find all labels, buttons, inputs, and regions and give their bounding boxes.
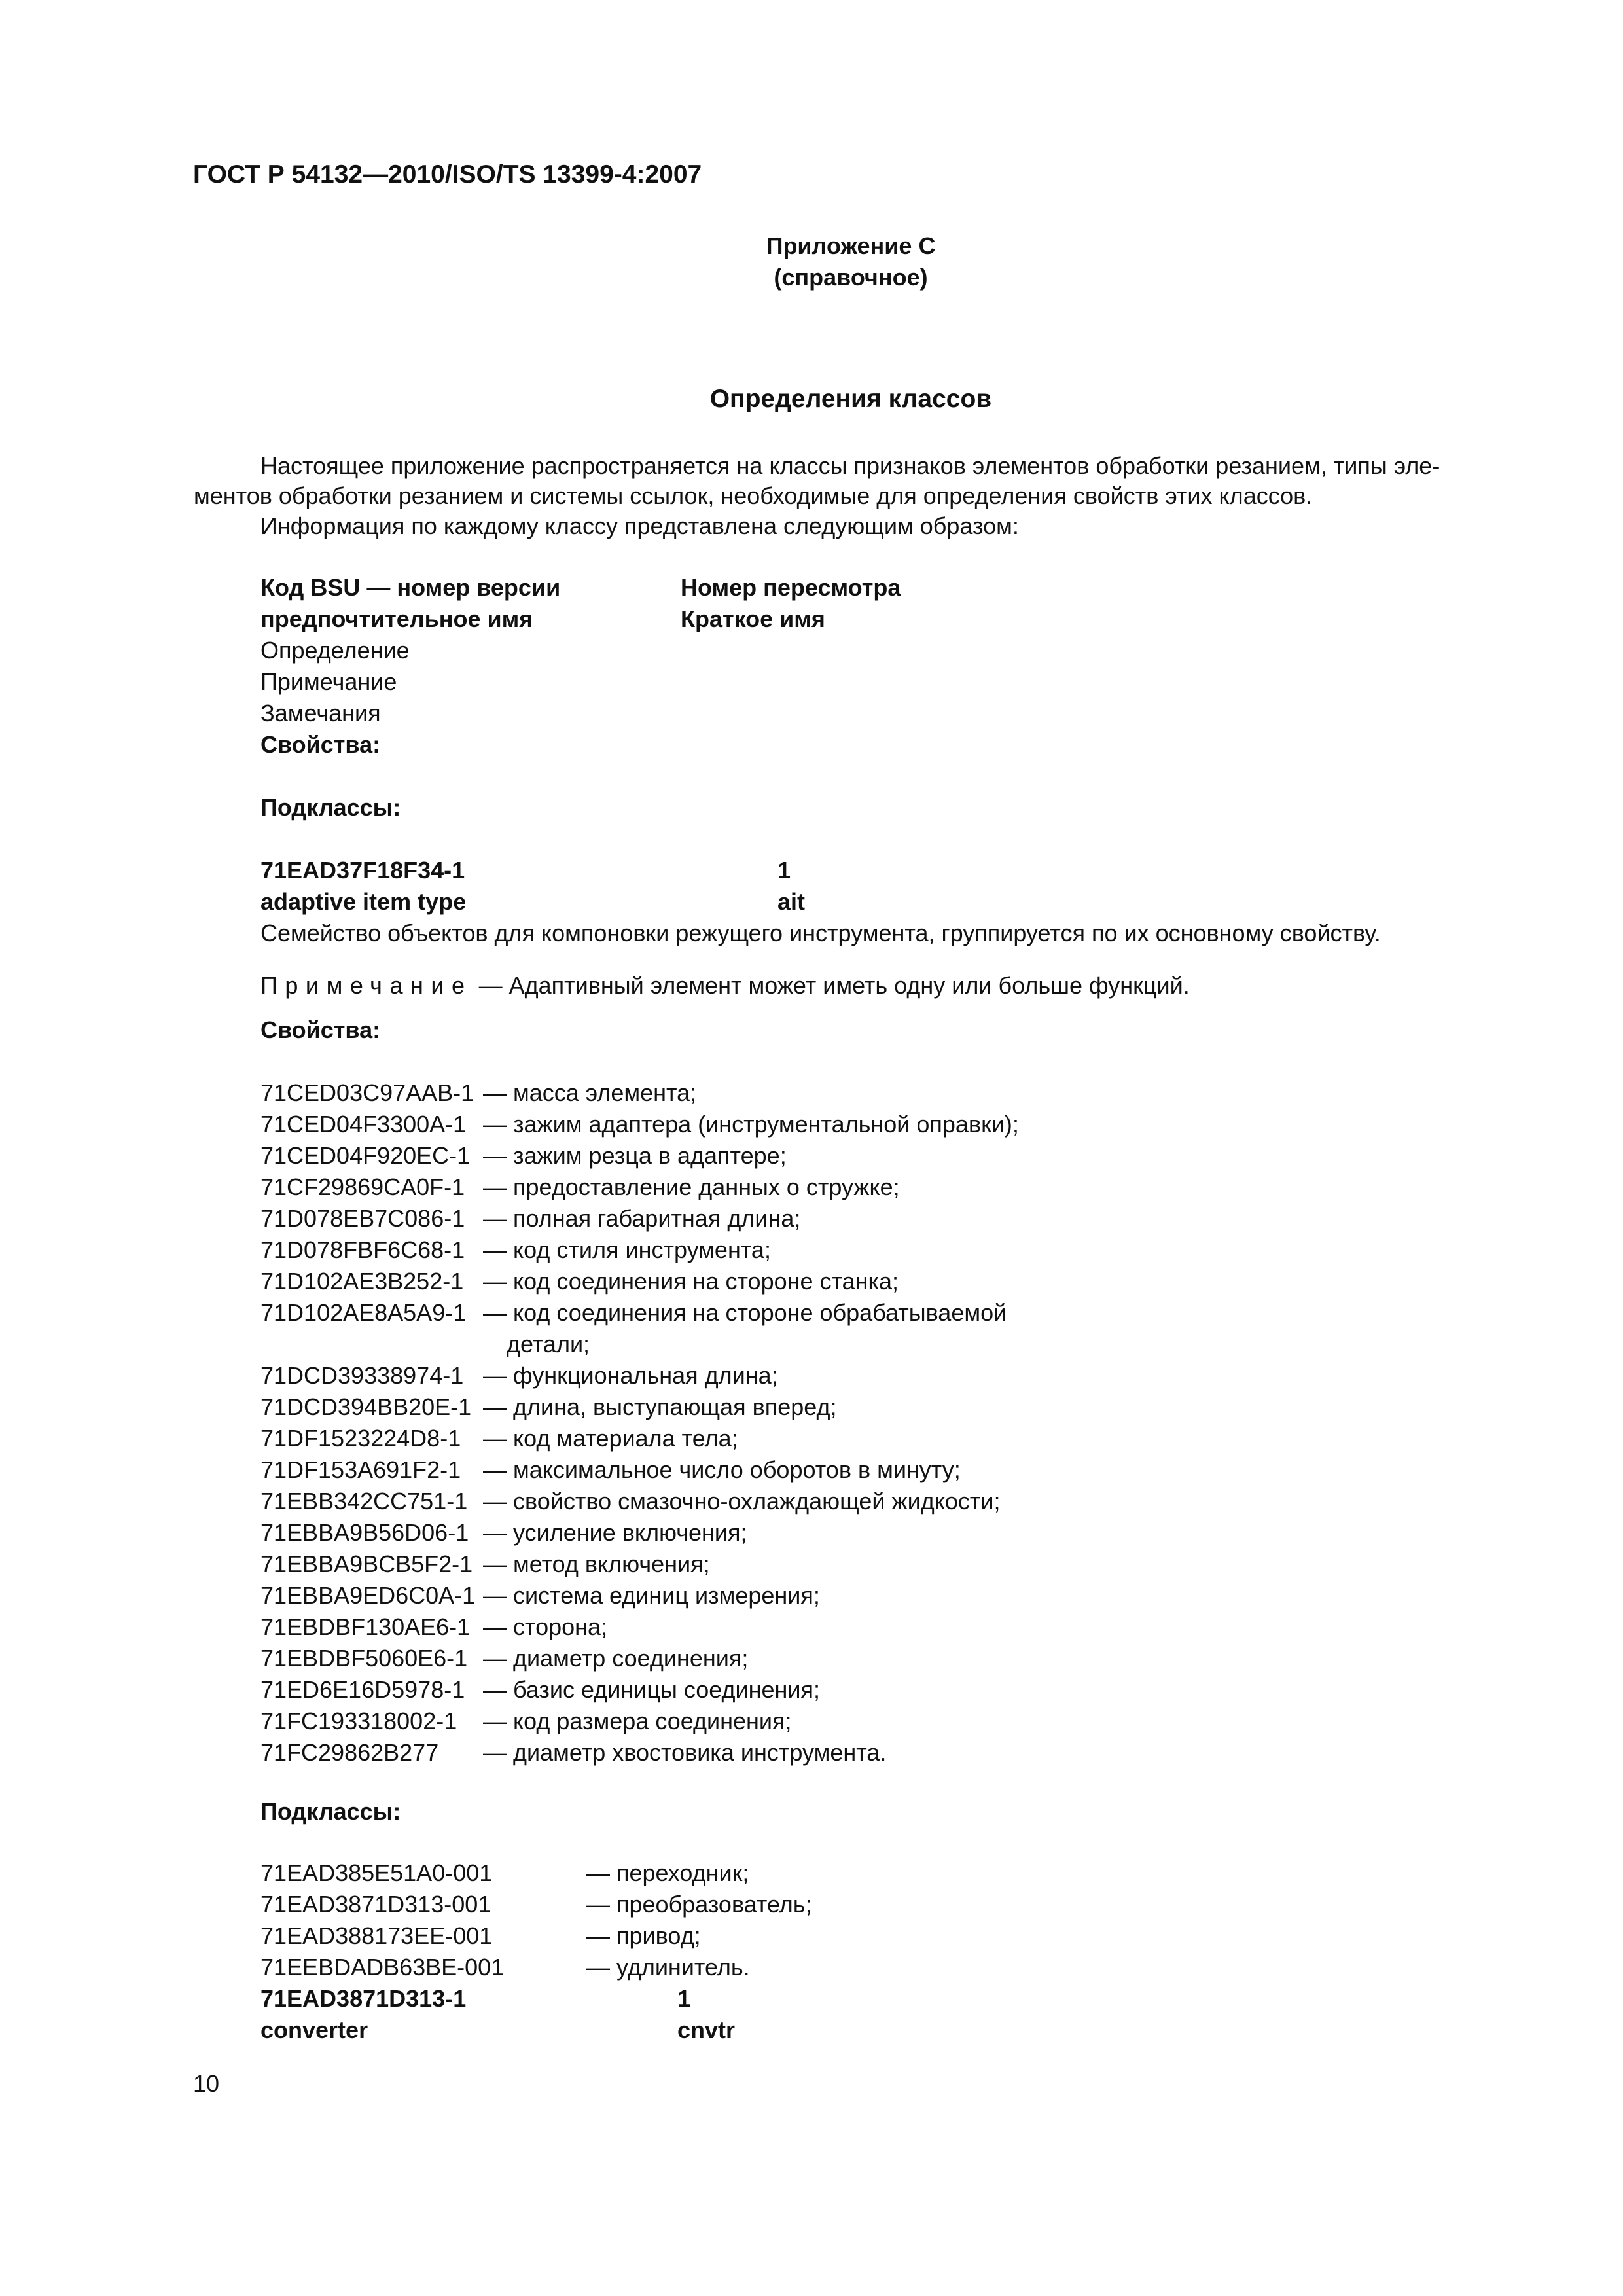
note-label: Примечание [260, 972, 473, 999]
property-row-text: — код стиля инструмента; [483, 1236, 771, 1263]
property-row-text: — предоставление данных о стружке; [483, 1174, 900, 1200]
template-bsu-code: Код BSU — номер версии [260, 574, 561, 601]
property-row-text: — код соединения на стороне обрабатываемой [483, 1299, 1007, 1326]
class2-short-name: cnvtr [677, 2017, 736, 2043]
property-row-text: — диаметр хвостовика инструмента. [483, 1739, 887, 1766]
property-row-code: 71D102AE8A5A9-1 [260, 1299, 467, 1326]
class2-revision: 1 [677, 1985, 691, 2012]
class1-code: 71EAD37F18F34-1 [260, 857, 465, 884]
document-header: ГОСТ Р 54132—2010/ISO/TS 13399-4:2007 [193, 160, 702, 188]
property-row-text: — свойство смазочно-охлаждающей жидкости; [483, 1488, 1001, 1515]
property-row-code: 71DCD39338974-1 [260, 1362, 464, 1389]
subclass-row-code: 71EAD3871D313-001 [260, 1891, 491, 1918]
template-note: Примечание [260, 668, 397, 695]
template-short-name: Краткое имя [681, 605, 825, 632]
property-row-text: — базис единицы соединения; [483, 1676, 821, 1703]
class2-code: 71EAD3871D313-1 [260, 1985, 467, 2012]
template-revision: Номер пересмотра [681, 574, 901, 601]
class1-note [260, 970, 1190, 1001]
template-definition: Определение [260, 637, 410, 664]
property-row-code: 71DCD394BB20E-1 [260, 1393, 472, 1420]
property-row-text: — зажим адаптера (инструментальной оправки); [483, 1111, 1019, 1138]
property-row-code: 71EBBA9ED6C0A-1 [260, 1582, 476, 1609]
subclass-row-text: — переходник; [586, 1859, 749, 1886]
property-row-code: 71D078EB7C086-1 [260, 1205, 465, 1232]
property-row-code: 71FC193318002-1 [260, 1708, 457, 1734]
annex-title: Приложение С [766, 232, 936, 259]
template-properties: Свойства: [260, 731, 381, 758]
class1-revision: 1 [777, 857, 791, 884]
annex-subtitle: (справочное) [774, 264, 928, 291]
note-text: — Адаптивный элемент может иметь одну или больше функций. [478, 972, 1190, 999]
property-row-text: — код материала тела; [483, 1425, 738, 1452]
property-row-text: — код соединения на стороне станка; [483, 1268, 899, 1295]
property-row-code: 71ED6E16D5978-1 [260, 1676, 465, 1703]
property-row-code: 71CED03C97AAB-1 [260, 1079, 474, 1106]
property-row-text: — функциональная длина; [483, 1362, 778, 1389]
property-row-code: 71CF29869CA0F-1 [260, 1174, 465, 1200]
property-row-text: — система единиц измерения; [483, 1582, 820, 1609]
property-row-text: — максимальное число оборотов в минуту; [483, 1456, 961, 1483]
subclass-row-code: 71EAD385E51A0-001 [260, 1859, 493, 1886]
property-row-code: 71D102AE3B252-1 [260, 1268, 464, 1295]
class1-short-name: ait [777, 888, 806, 915]
property-row-text: — метод включения; [483, 1551, 710, 1577]
property-row-code: 71CED04F920EC-1 [260, 1142, 471, 1169]
class1-properties-label: Свойства: [260, 1016, 381, 1043]
subclass-row-code: 71EAD388173EE-001 [260, 1922, 493, 1949]
template-remarks: Замечания [260, 700, 381, 726]
property-row-code: 71DF153A691F2-1 [260, 1456, 461, 1483]
property-row-text: — масса элемента; [483, 1079, 697, 1106]
subclass-row-code: 71EEBDADB63BE-001 [260, 1954, 505, 1981]
template-subclasses: Подклассы: [260, 794, 401, 821]
subclass-row-text: — привод; [586, 1922, 701, 1949]
class2-name: converter [260, 2017, 368, 2043]
class1-subclasses-label: Подклассы: [260, 1798, 401, 1825]
property-row-text: — диаметр соединения; [483, 1645, 749, 1672]
property-row-code: 71EBDBF130AE6-1 [260, 1613, 471, 1640]
class1-name: adaptive item type [260, 888, 467, 915]
template-preferred-name: предпочтительное имя [260, 605, 533, 632]
property-row-code: 71EBB342CC751-1 [260, 1488, 468, 1515]
page-number: 10 [193, 2070, 220, 2097]
property-row-text: — усиление включения; [483, 1519, 747, 1546]
intro-line-3: Информация по каждому классу представлена следующим образом: [260, 512, 1019, 539]
intro-line-1: Настоящее приложение распространяется на классы признаков элементов обработки резанием, типы эле- [260, 452, 1440, 479]
property-row-text: — зажим резца в адаптере; [483, 1142, 787, 1169]
subclass-row-text: — преобразователь; [586, 1891, 812, 1918]
property-row-text: — длина, выступающая вперед; [483, 1393, 837, 1420]
property-row-code: 71EBBA9B56D06-1 [260, 1519, 469, 1546]
property-row-text: — полная габаритная длина; [483, 1205, 801, 1232]
property-row-text: — код размера соединения; [483, 1708, 792, 1734]
property-row-code: 71CED04F3300A-1 [260, 1111, 467, 1138]
subclass-row-text: — удлинитель. [586, 1954, 750, 1981]
property-row-code: 71D078FBF6C68-1 [260, 1236, 465, 1263]
property-row-code: 71EBBA9BCB5F2-1 [260, 1551, 473, 1577]
property-row-code: 71DF1523224D8-1 [260, 1425, 461, 1452]
intro-line-2: ментов обработки резанием и системы ссылок, необходимые для определения свойств этих классов. [194, 482, 1313, 509]
property-row-text: детали; [507, 1331, 590, 1357]
section-title: Определения классов [709, 385, 992, 413]
property-row-code: 71EBDBF5060E6-1 [260, 1645, 468, 1672]
class1-definition: Семейство объектов для компоновки режущего инструмента, группируется по их основному свойству. [260, 920, 1381, 946]
property-row-text: — сторона; [483, 1613, 608, 1640]
property-row-code: 71FC29862B277 [260, 1739, 439, 1766]
